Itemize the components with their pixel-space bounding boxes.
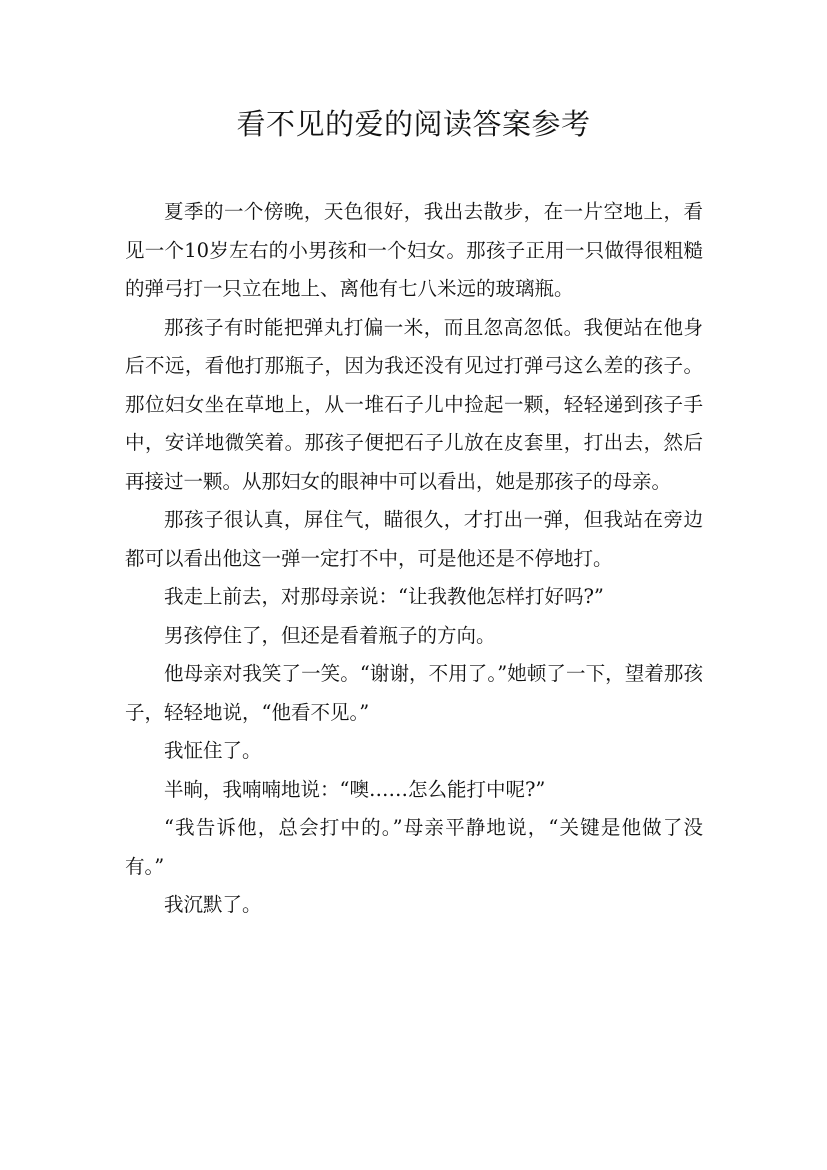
- paragraph: 夏季的一个傍晚，天色很好，我出去散步，在一片空地上，看见一个10岁左右的小男孩和一个妇女。那孩子正用一只做得很粗糙的弹弓打一只立在地上、离他有七八米远的玻璃瓶。: [125, 200, 703, 300]
- paragraph: 他母亲对我笑了一笑。“谢谢，不用了。”她顿了一下，望着那孩子，轻轻地说，“他看不见。”: [125, 662, 703, 724]
- paragraph: 我走上前去，对那母亲说：“让我教他怎样打好吗?”: [164, 585, 604, 608]
- document-title: 看不见的爱的阅读答案参考: [236, 107, 591, 141]
- document-body: [125, 193, 703, 925]
- paragraph: 我怔住了。: [164, 739, 262, 762]
- paragraph: “我告诉他，总会打中的。”母亲平静地说，“关键是他做了没有。”: [125, 816, 703, 878]
- paragraph: 我沉默了。: [164, 893, 262, 916]
- paragraph: 那孩子有时能把弹丸打偏一米，而且忽高忽低。我便站在他身后不远，看他打那瓶子，因为我还没有见过打弹弓这么差的孩子。那位妇女坐在草地上，从一堆石子儿中捡起一颗，轻轻递到孩子手中，安详地微笑着。那孩子便把石子儿放在皮套里，打出去，然后再接过一颗。从那妇女的眼神中可以看出，她是那孩子的母亲。: [125, 315, 703, 493]
- paragraph: 半晌，我喃喃地说：“噢……怎么能打中呢?”: [164, 777, 546, 801]
- paragraph: 男孩停住了，但还是看着瓶子的方向。: [164, 623, 496, 647]
- paragraph: 那孩子很认真，屏住气，瞄很久，才打出一弹，但我站在旁边都可以看出他这一弹一定打不中，可是他还是不停地打。: [125, 508, 703, 570]
